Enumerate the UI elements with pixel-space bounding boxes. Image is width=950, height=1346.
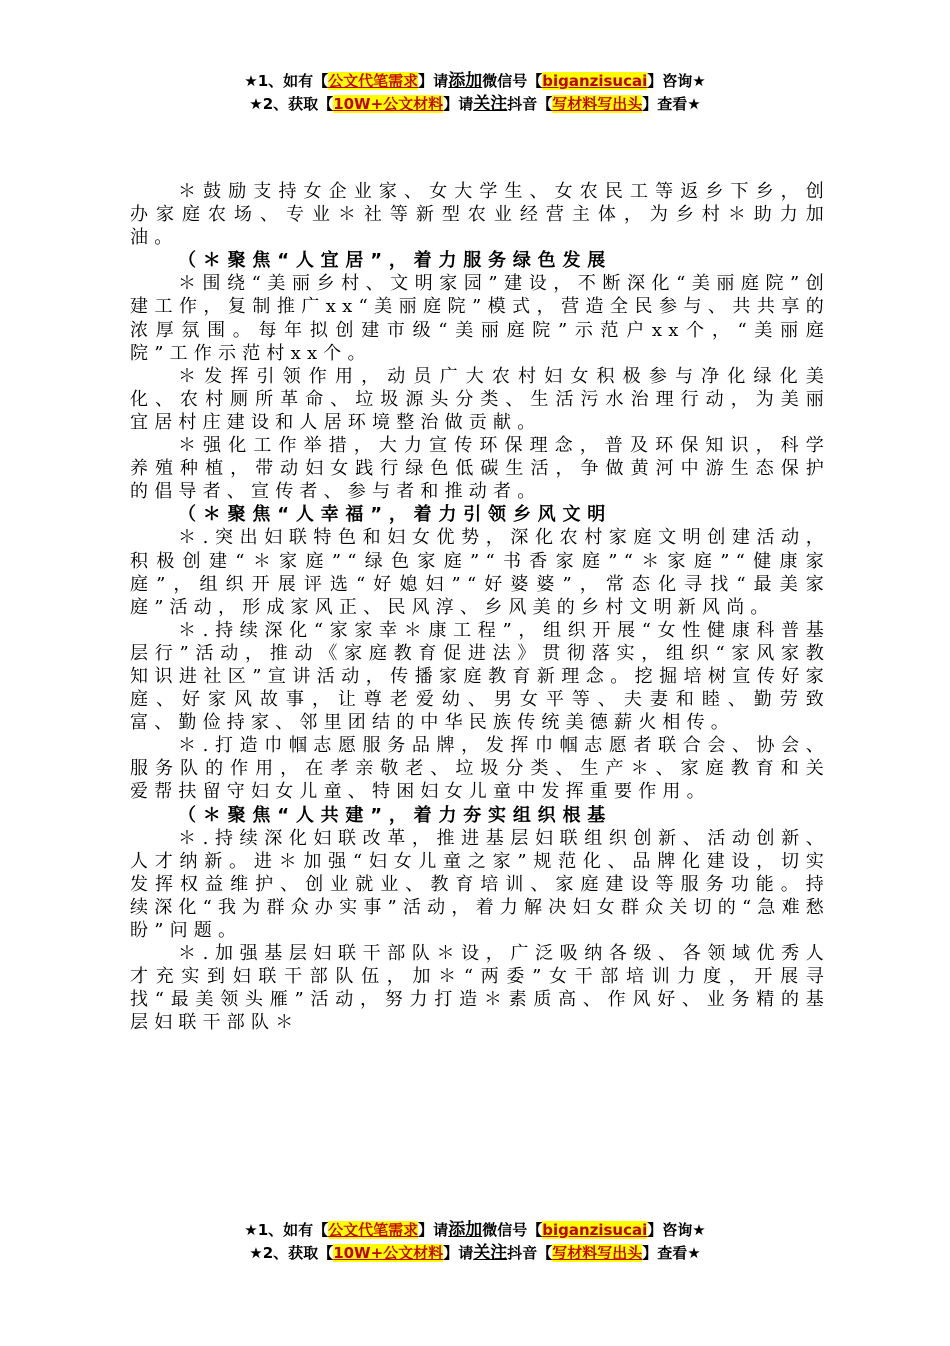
paragraph: ＊.打造巾帼志愿服务品牌，发挥巾帼志愿者联合会、协会、服务队的作用，在孝亲敬老、垃圾分类、生产＊、家庭教育和关爱帮扶留守妇女儿童、特困妇女儿童中发挥重要作用。	[130, 735, 830, 803]
banner-highlight: 10W+公文材料	[333, 95, 444, 113]
banner-line-1	[0, 70, 950, 93]
banner-text: 】查看★	[642, 95, 701, 113]
paragraph: ＊.加强基层妇联干部队＊设，广泛吸纳各级、各领域优秀人才充实到妇联干部队伍，加＊“两委”女干部培训力度，开展寻找“最美领头雁”活动，努力打造＊素质高、作风好、业务精的基层妇联干部队＊	[130, 943, 830, 1034]
banner-highlight: biganzisucai	[542, 72, 648, 90]
banner-text: 】查看★	[642, 1244, 701, 1262]
paragraph: ＊强化工作举措，大力宣传环保理念，普及环保知识，科学养殖种植，带动妇女践行绿色低碳生活，争做黄河中游生态保护的倡导者、宣传者、参与者和推动者。	[130, 435, 830, 503]
banner-highlight: 写材料写出头	[552, 95, 643, 113]
banner-highlight: 公文代笔需求	[328, 72, 419, 90]
banner-emphasis: 关注	[473, 1243, 508, 1263]
document-body	[130, 180, 830, 1034]
section-heading: （＊聚焦“人宜居”，着力服务绿色发展	[178, 250, 613, 272]
banner-text: ★1、如有【	[244, 72, 329, 90]
banner-text: ★1、如有【	[244, 1221, 329, 1239]
paragraph: ＊.突出妇联特色和妇女优势，深化农村家庭文明创建活动，积极创建“＊家庭”“绿色家庭”“书香家庭”“＊家庭”“健康家庭”，组织开展评选“好媳妇”“好婆婆”，常态化寻找“最美家庭”活动，形成家风正、民风淳、乡风美的乡村文明新风尚。	[130, 527, 830, 618]
banner-text: 】请	[418, 1221, 449, 1239]
banner-text: ★2、获取【	[249, 95, 334, 113]
banner-highlight: 10W+公文材料	[333, 1244, 444, 1262]
header-banner	[0, 70, 950, 116]
section-heading: （＊聚焦“人幸福”，着力引领乡风文明	[178, 504, 613, 526]
banner-line-1	[0, 1219, 950, 1242]
banner-text: 】请	[418, 72, 449, 90]
banner-text: 】请	[443, 95, 474, 113]
banner-text: 】咨询★	[647, 72, 706, 90]
paragraph: ＊鼓励支持女企业家、女大学生、女农民工等返乡下乡，创办家庭农场、专业＊社等新型农业经营主体，为乡村＊助力加油。	[130, 181, 830, 249]
footer-banner	[0, 1219, 950, 1265]
paragraph: ＊.持续深化妇联改革，推进基层妇联组织创新、活动创新、人才纳新。进＊加强“妇女儿童之家”规范化、品牌化建设，切实发挥权益维护、创业就业、教育培训、家庭建设等服务功能。持续深化“我为群众办实事”活动，着力解决妇女群众关切的“急难愁盼”问题。	[130, 827, 830, 941]
banner-emphasis: 添加	[448, 71, 483, 91]
banner-text: ★2、获取【	[249, 1244, 334, 1262]
banner-text: 】请	[443, 1244, 474, 1262]
banner-text: 】咨询★	[647, 1221, 706, 1239]
banner-emphasis: 关注	[473, 94, 508, 114]
paragraph: ＊围绕“美丽乡村、文明家园”建设，不断深化“美丽庭院”创建工作，复制推广xx“美丽庭院”模式，营造全民参与、共共享的浓厚氛围。每年拟创建市级“美丽庭院”示范户xx个，“美丽庭院”工作示范村xx个。	[130, 273, 830, 364]
section-heading: （＊聚焦“人共建”，着力夯实组织根基	[178, 804, 613, 826]
paragraph: ＊.持续深化“家家幸＊康工程”，组织开展“女性健康科普基层行”活动，推动《家庭教育促进法》贯彻落实，组织“家风家教知识进社区”宣讲活动，传播家庭教育新理念。挖掘培树宣传好家庭、好家风故事，让尊老爱幼、男女平等、夫妻和睦、勤劳致富、勤俭持家、邻里团结的中华民族传统美德薪火相传。	[130, 619, 830, 734]
banner-highlight: biganzisucai	[542, 1221, 648, 1239]
banner-text: 微信号【	[482, 72, 543, 90]
banner-highlight: 公文代笔需求	[328, 1221, 419, 1239]
banner-text: 微信号【	[482, 1221, 543, 1239]
banner-text: 抖音【	[507, 95, 553, 113]
banner-emphasis: 添加	[448, 1220, 483, 1240]
banner-line-2	[0, 93, 950, 116]
paragraph: ＊发挥引领作用，动员广大农村妇女积极参与净化绿化美化、农村厕所革命、垃圾源头分类、生活污水治理行动，为美丽宜居村庄建设和人居环境整治做贡献。	[130, 365, 830, 433]
banner-highlight: 写材料写出头	[552, 1244, 643, 1262]
banner-line-2	[0, 1242, 950, 1265]
banner-text: 抖音【	[507, 1244, 553, 1262]
